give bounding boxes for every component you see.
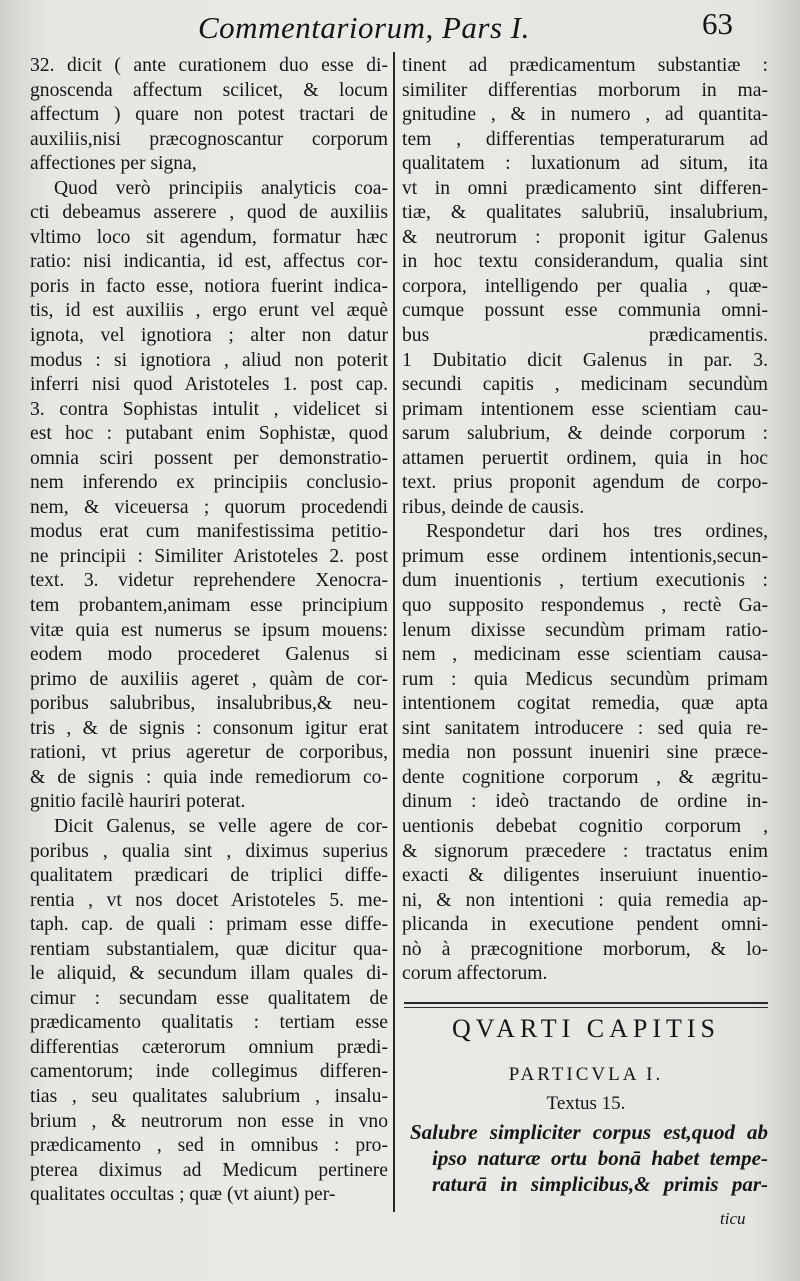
- text-line: eodem modo procederet Galenus si: [30, 644, 388, 666]
- text-line: Respondetur dari hos tres ordines,: [426, 521, 768, 543]
- text-line: tias , seu qualitates salubrium , insalu-: [30, 1085, 388, 1107]
- text-line: 3. contra Sophistas intulit , videlicet si: [30, 398, 388, 420]
- text-line: rationi, vt prius ageretur de corporibus,: [30, 742, 388, 764]
- text-line: qualitates occultas ; quæ (vt aiunt) per-: [30, 1184, 336, 1206]
- text-line: attamen peruertit ordinem, quia in hoc: [402, 447, 768, 469]
- text-line: bus prædicamentis.: [402, 325, 768, 347]
- text-line: uentionis debebat cognitio corporum ,: [402, 815, 768, 837]
- text-line: omnia sciri possent per demonstratio-: [30, 447, 388, 469]
- text-line: cumque possunt esse communia omni-: [402, 300, 768, 322]
- text-line: prædicamento qualitatis : tertiam esse: [30, 1012, 388, 1034]
- text-line: & neutrorum : proponit igitur Galenus: [402, 226, 768, 248]
- column-divider: [393, 52, 395, 1212]
- text-line: tis, id est auxiliis , ergo erunt vel æquè: [30, 300, 388, 322]
- text-line: camentorum; inde collegimus differen-: [30, 1061, 388, 1083]
- page-number: 63: [702, 6, 733, 41]
- text-line: ni, & non intentioni : quia remedia ap-: [402, 889, 768, 911]
- text-line: 32. dicit ( ante curationem duo esse di-: [30, 55, 388, 76]
- text-line: vt in omni prædicamento sint differen-: [402, 177, 768, 199]
- text-line: primo de auxiliis ageret , quàm de cor-: [30, 668, 388, 690]
- text-line: le aliquid, & secundum illam quales di-: [30, 963, 388, 985]
- text-line: modus : si ignotiora , aliud non poterit: [30, 349, 388, 371]
- text-line: qualitatem : luxationum ad situm, ita: [402, 153, 768, 175]
- text-line: plicanda in executione pendent omni-: [402, 914, 768, 936]
- section-heading: QVARTI CAPITIS: [451, 1014, 721, 1043]
- text-line: & de signis : quia inde remediorum co-: [30, 766, 388, 788]
- text-line: pterea diximus ad Medicum pertinere: [30, 1159, 388, 1181]
- text-line: & signorum præcedere : tractatus enim: [402, 840, 768, 862]
- text-line: vltimo loco sit agendum, formatur hæc: [30, 226, 388, 248]
- text-line: differentias cæterorum omnium prædi-: [30, 1036, 388, 1058]
- text-line: tem probantem,animam esse principium: [30, 595, 388, 617]
- text-line: brium , & neutrorum non esse in vno: [30, 1110, 388, 1132]
- text-line: cti debeamus asserere , quod de auxiliis: [30, 202, 388, 224]
- text-line: ignota, vel ignotiora ; alter non datur: [30, 325, 388, 347]
- text-line: inferri nisi quod Aristoteles 1. post cap.: [30, 374, 388, 396]
- text-line: ratio: nisi indicantia, id est, affectus cor-: [30, 251, 388, 273]
- text-line: primam intentionem esse scientiam cau-: [402, 398, 768, 420]
- left-column: [30, 54, 388, 1208]
- text-line: tem , differentias temperaturarum ad: [402, 128, 768, 150]
- text-line: primum esse ordinem intentionis,secun-: [402, 545, 768, 567]
- textus-line: Salubre simpliciter corpus est,quod ab: [410, 1120, 768, 1144]
- text-line: similiter differentias morborum in ma-: [402, 79, 768, 101]
- text-line: poribus salubribus, insalubribus,& neu-: [30, 693, 388, 715]
- text-line: exacti & diligentes inseruiunt inuentio-: [402, 865, 768, 887]
- text-line: tris , & de signis : consonum igitur erat: [30, 717, 388, 739]
- text-line: corpora, intelligendo per qualia , quæ-: [402, 275, 768, 297]
- text-line: 1 Dubitatio dicit Galenus in par. 3.: [402, 349, 768, 371]
- textus-quote: [410, 1119, 768, 1197]
- text-line: gnitio facilè hauriri poterat.: [30, 791, 246, 813]
- text-line: rum : quia Medicus secundùm primam: [402, 668, 768, 690]
- text-line: gnoscenda affectum scilicet, & locum: [30, 79, 388, 101]
- catchword: ticu: [720, 1209, 746, 1228]
- right-column: [402, 54, 768, 987]
- text-line: media non possunt inueniri sine præce-: [402, 742, 768, 764]
- text-line: nem inferendo ex principiis conclusio-: [30, 472, 388, 494]
- text-line: affectiones per signa,: [30, 153, 197, 175]
- particula-heading: PARTICVLA I.: [508, 1064, 664, 1085]
- text-line: tinent ad prædicamentum substantiæ :: [402, 55, 768, 76]
- text-line: Dicit Galenus, se velle agere de cor-: [54, 815, 388, 837]
- text-line: dum inuentionis , tertium executionis :: [402, 570, 768, 592]
- text-line: auxiliis,nisi præcognoscantur corporum: [30, 128, 388, 150]
- text-line: text. prius proponit agendum de corpo-: [402, 472, 768, 494]
- running-head: [0, 4, 800, 44]
- text-line: tiæ, & qualitates salubriū, insalubrium,: [402, 202, 768, 224]
- text-line: cimur : secundam esse qualitatem de: [30, 987, 388, 1009]
- text-line: quo supposito respondemus , rectè Ga-: [402, 595, 768, 617]
- text-line: lenum dixisse secundùm primam ratio-: [402, 619, 768, 641]
- text-line: sint sanitatem introducere : sed quia re-: [402, 717, 768, 739]
- text-line: est hoc : putabant enim Sophistæ, quod: [30, 423, 388, 445]
- text-line: modus erat cum manifestissima petitio-: [30, 521, 388, 543]
- text-line: nò à præcognitione morborum, & lo-: [402, 938, 768, 960]
- text-line: vitæ quia est numerus se ipsum mouens:: [30, 619, 388, 641]
- textus-label: Textus 15.: [546, 1093, 626, 1114]
- section-rule: [404, 1002, 768, 1008]
- text-line: ribus, deinde de causis.: [402, 496, 585, 518]
- text-line: in hoc textu considerandum, qualia sint: [402, 251, 768, 273]
- text-line: poris in facto esse, notiora fuerint indica-: [30, 275, 388, 297]
- text-line: qualitatem prædicari de triplici diffe-: [30, 865, 388, 887]
- textus-line: raturā in simplicibus,& primis par-: [432, 1172, 768, 1196]
- text-line: prædicamento , sed in omnibus : pro-: [30, 1135, 388, 1157]
- text-line: rentia , vt nos docet Aristoteles 5. me-: [30, 889, 388, 911]
- text-line: poribus , qualia sint , diximus superius: [30, 840, 388, 862]
- text-line: Quod verò principiis analyticis coa-: [54, 177, 388, 199]
- textus-line: ipso naturæ ortu bonā habet tempe-: [432, 1146, 768, 1170]
- text-line: taph. cap. de quali : primam esse diffe-: [30, 914, 388, 936]
- running-title: Commentariorum, Pars I.: [198, 10, 530, 45]
- text-line: dinum : ideò tractando de ordine in-: [402, 791, 768, 813]
- text-line: rentiam substantialem, quæ dicitur qua-: [30, 938, 388, 960]
- text-line: nem , medicinam esse scientiam causa-: [402, 644, 768, 666]
- text-line: secundi capitis , medicinam secundùm: [402, 374, 768, 396]
- text-line: affectum ) quare non potest tractari de: [30, 104, 388, 126]
- text-line: text. 3. videtur reprehendere Xenocra-: [30, 570, 388, 592]
- text-line: ne principii : Similiter Aristoteles 2. post: [30, 545, 388, 567]
- text-line: intentionem cogitat remedia, quæ apta: [402, 693, 768, 715]
- text-line: corum affectorum.: [402, 963, 548, 985]
- text-line: sarum salubrium, & deinde corporum :: [402, 423, 768, 445]
- text-line: nem, & viceuersa ; quorum procedendi: [30, 496, 388, 518]
- text-line: dente cognitione corporum , & ægritu-: [402, 766, 768, 788]
- text-line: gnitudine , & in numero , ad quantita-: [402, 104, 768, 126]
